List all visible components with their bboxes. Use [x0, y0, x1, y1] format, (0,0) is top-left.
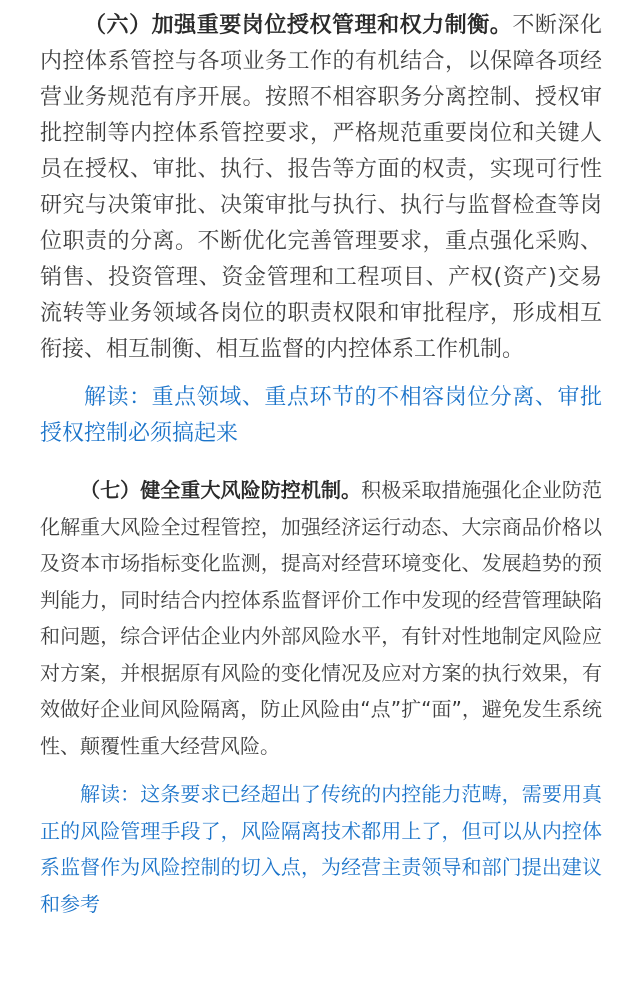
section-six-interpretation: 解读：重点领域、重点环节的不相容岗位分离、审批授权控制必须搞起来 [40, 385, 602, 446]
section-seven-paragraph [40, 472, 602, 764]
section-six-body: 不断深化内控体系管控与各项业务工作的有机结合，以保障各项经营业务规范有序开展。按照不相容职务分离控制、授权审批控制等内控体系管控要求，严格规范重要岗位和关键人员在授权、审批、执行、报告等方面的权责，实现可行性研究与决策审批、决策审批与执行、执行与监督检查等岗位职责的分离。不断优化完善管理要求，重点强化采购、销售、投资管理、资金管理和工程项目、产权(资产)交易流转等业务领域各岗位的职责权限和审批程序，形成相互衔接、相互制衡、相互监督的内控体系工作机制。 [40, 13, 602, 362]
section-seven-body: 积极采取措施强化企业防范化解重大风险全过程管控，加强经济运行动态、大宗商品价格以及资本市场指标变化监测，提高对经营环境变化、发展趋势的预判能力，同时结合内控体系监督评价工作中发现的经营管理缺陷和问题，综合评估企业内外部风险水平，有针对性地制定风险应对方案，并根据原有风险的变化情况及应对方案的执行效果，有效做好企业间风险隔离，防止风险由“点”扩“面”，避免发生系统性、颠覆性重大经营风险。 [40, 478, 603, 758]
section-seven-heading: （七）健全重大风险防控机制。 [80, 478, 362, 502]
section-six-heading: （六）加强重要岗位授权管理和权力制衡。 [84, 13, 513, 38]
section-six-paragraph [40, 8, 602, 368]
section-seven-interpretation: 解读：这条要求已经超出了传统的内控能力范畴，需要用真正的风险管理手段了，风险隔离技术都用上了，但可以从内控体系监督作为风险控制的切入点，为经营主责领导和部门提出建议和参考 [40, 782, 602, 916]
section-gap [40, 452, 602, 472]
